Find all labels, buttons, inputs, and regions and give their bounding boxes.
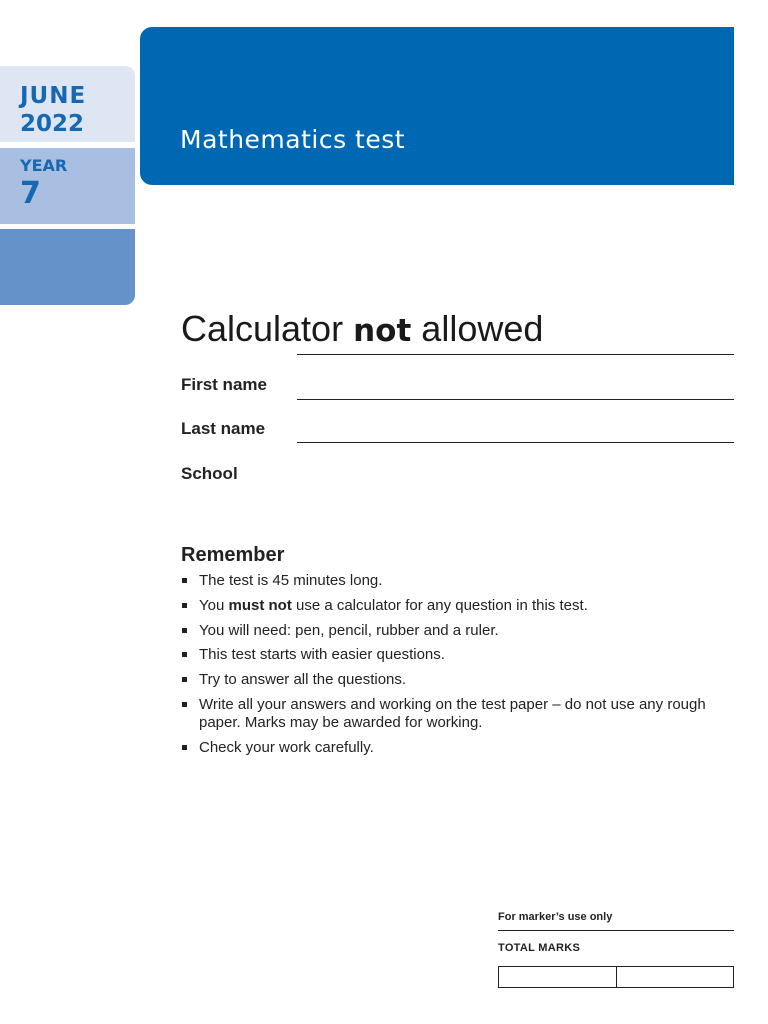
blank-tab [0,229,135,305]
bullet-square-icon [182,702,187,707]
header-band [140,27,734,185]
total-marks-box [498,966,734,988]
marker-use-label: For marker’s use only [498,911,613,923]
year-group-label: YEAR [20,156,68,175]
calculator-heading-pre: Calculator [181,308,344,349]
last-name-line[interactable] [297,442,734,443]
test-year: 2022 [20,111,85,137]
calculator-heading-post: allowed [421,308,544,349]
year-group-number: 7 [20,176,41,211]
calculator-heading-not: not [353,313,412,349]
bullet-square-icon [182,652,187,657]
marks-cell-left[interactable] [499,967,617,987]
marks-cell-right[interactable] [617,967,733,987]
bullet-square-icon [182,578,187,583]
list-item: Try to answer all the questions. [181,671,711,689]
total-marks-label: TOTAL MARKS [498,942,581,954]
marker-rule [498,930,734,931]
first-name-label: First name [181,375,267,394]
first-name-line[interactable] [297,399,734,400]
list-item: Check your work carefully. [181,739,711,757]
heading-rule [297,354,734,355]
list-item: The test is 45 minutes long. [181,572,711,590]
bullet-square-icon [182,745,187,750]
list-item: This test starts with easier questions. [181,646,711,664]
list-item: Write all your answers and working on the test paper – do not use any rough paper. Marks may be awarded for working. [181,696,711,732]
calculator-heading [181,308,543,350]
school-label: School [181,464,238,483]
test-title: Mathematics test [180,125,406,154]
remember-heading: Remember [181,544,285,566]
remember-list [181,572,711,764]
bullet-square-icon [182,603,187,608]
list-item: You must not use a calculator for any question in this test. [181,597,711,615]
bullet-square-icon [182,677,187,682]
date-tab [0,66,135,142]
test-month: JUNE [20,83,87,109]
list-item: You will need: pen, pencil, rubber and a ruler. [181,622,711,640]
bullet-square-icon [182,628,187,633]
year-group-tab [0,148,135,224]
last-name-label: Last name [181,419,266,438]
